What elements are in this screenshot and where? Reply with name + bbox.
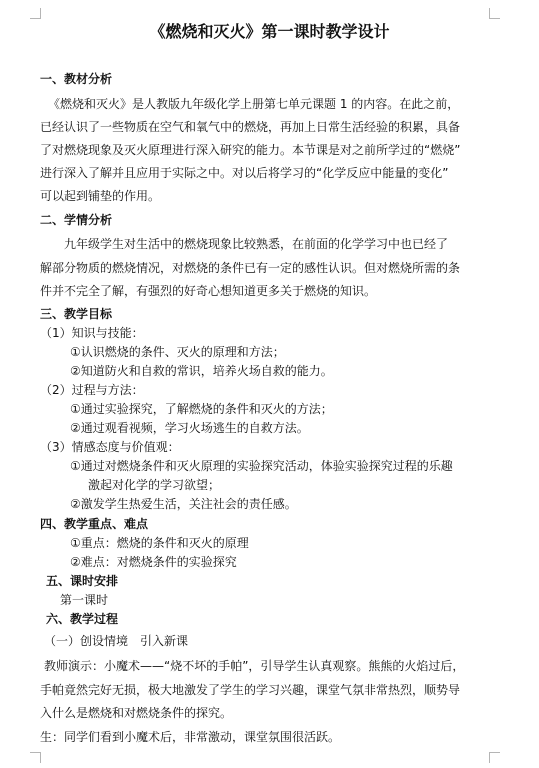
paragraph-line: 已经认识了一些物质在空气和氧气中的燃烧，再加上日常生活经验的积累，具备 (40, 120, 461, 134)
paragraph-line: 生：同学们看到小魔术后，非常激动，课堂氛围很活跃。 (40, 730, 341, 744)
list-item: ①通过对燃烧条件和灭火原理的实验探究活动，体验实验探究过程的乐趣 (70, 459, 453, 473)
paragraph-line: 了对燃烧现象及灭火原理进行深入研究的能力。本节课是对之前所学过的“燃烧” (40, 143, 461, 157)
paragraph-line: 《燃烧和灭火》是人教版九年级化学上册第七单元课题 1 的内容。在此之前， (48, 97, 460, 111)
section-heading-2: 二、学情分析 (40, 213, 113, 227)
section-heading-4: 四、教学重点、难点 (40, 517, 149, 531)
list-item: ①认识燃烧的条件、灭火的原理和方法； (70, 345, 285, 359)
page-corner-mark (30, 8, 41, 19)
paragraph-line: 解部分物质的燃烧情况，对燃烧的条件已有一定的感性认识。但对燃烧所需的条 (40, 261, 461, 275)
list-item: ②通过观看视频，学习火场逃生的自救方法。 (70, 421, 309, 435)
subsection-heading: （一）创设情境 引入新课 (44, 634, 189, 648)
list-item: ②知道防火和自救的常识，培养火场自救的能力。 (70, 364, 333, 378)
paragraph-line: 手帕竟然完好无损，极大地激发了学生的学习兴趣，课堂气氛非常热烈，顺势导 (40, 683, 461, 697)
paragraph-line: 教师演示：小魔术——“烧不坏的手帕”，引导学生认真观察。熊熊的火焰过后， (44, 659, 465, 673)
paragraph-line: 九年级学生对生活中的燃烧现象比较熟悉，在前面的化学学习中也已经了 (64, 237, 449, 251)
section-heading-1: 一、教材分析 (40, 72, 113, 86)
subsection-heading: （2）过程与方法： (40, 383, 144, 397)
paragraph-line: 第一课时 (60, 593, 109, 607)
page-corner-mark (489, 8, 500, 19)
list-item: ②难点：对燃烧条件的实验探究 (70, 555, 237, 569)
list-item: ②激发学生热爱生活，关注社会的责任感。 (70, 497, 297, 511)
list-item: ①重点：燃烧的条件和灭火的原理 (70, 536, 249, 550)
section-heading-3: 三、教学目标 (40, 307, 113, 321)
subsection-heading: （3）情感态度与价值观： (40, 440, 180, 454)
list-item-continuation: 激起对化学的学习欲望； (88, 478, 221, 492)
page-corner-mark (30, 752, 41, 763)
section-heading-6: 六、教学过程 (46, 612, 119, 626)
page-corner-mark (489, 752, 500, 763)
paragraph-line: 入什么是燃烧和对燃烧条件的探究。 (40, 706, 233, 720)
paragraph-line: 进行深入了解并且应用于实际之中。对以后将学习的“化学反应中能量的变化” (40, 166, 449, 180)
paragraph-line: 可以起到铺垫的作用。 (40, 189, 161, 203)
paragraph-line: 件并不完全了解，有强烈的好奇心想知道更多关于燃烧的知识。 (40, 284, 377, 298)
document-title: 《燃烧和灭火》第一课时教学设计 (149, 22, 390, 41)
subsection-heading: （1）知识与技能： (40, 326, 144, 340)
section-heading-5: 五、课时安排 (46, 574, 119, 588)
list-item: ①通过实验探究，了解燃烧的条件和灭火的方法； (70, 402, 333, 416)
